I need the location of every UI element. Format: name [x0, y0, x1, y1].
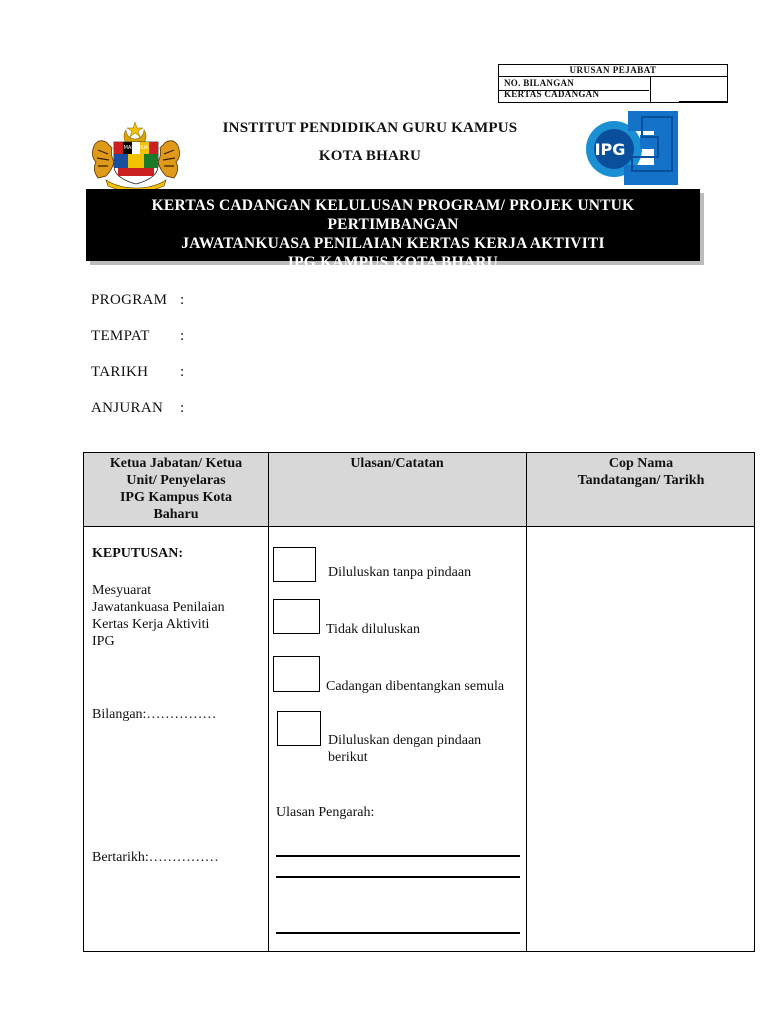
option-tidak-diluluskan-label: Tidak diluluskan: [326, 622, 420, 637]
ulasan-line-2[interactable]: [276, 876, 520, 878]
banner-line2: JAWATANKUASA PENILAIAN KERTAS KERJA AKTIVITI: [181, 235, 605, 252]
col2-header: Ulasan/Catatan: [350, 456, 444, 471]
banner-line3: IPG KAMPUS KOTA BHARU: [287, 254, 499, 271]
field-colon-tempat: :: [180, 328, 185, 344]
field-label-program: PROGRAM: [91, 292, 168, 308]
col1-header: Ketua Jabatan/ Ketua Unit/ Penyelaras IPG Kampus Kota Baharu: [109, 456, 243, 522]
approval-table: [83, 452, 755, 952]
field-label-tempat: TEMPAT: [91, 328, 150, 344]
bertarikh-field[interactable]: Bertarikh:……………: [92, 850, 219, 865]
meeting-description: Mesyuarat Jawatankuasa Penilaian Kertas Kerja Aktiviti IPG: [92, 583, 225, 649]
institute-title-line2: KOTA BHARU: [318, 148, 422, 164]
table-col-divider-1: [268, 453, 269, 951]
ulasan-line-3[interactable]: [276, 932, 520, 934]
banner-line1: KERTAS CADANGAN KELULUSAN PROGRAM/ PROJEK UNTUK PERTIMBANGAN: [151, 197, 635, 233]
option-dibentangkan-semula-label: Cadangan dibentangkan semula: [326, 679, 505, 694]
option-diluluskan-checkbox[interactable]: [273, 547, 316, 582]
institute-title-line1: INSTITUT PENDIDIKAN GURU KAMPUS: [222, 120, 518, 136]
col3-header: Cop Nama Tandatangan/ Tarikh: [577, 456, 705, 488]
field-colon-anjuran: :: [180, 400, 185, 416]
option-dengan-pindaan-label: Diluluskan dengan pindaan berikut: [328, 733, 482, 765]
field-label-anjuran: ANJURAN: [91, 400, 164, 416]
title-banner: [86, 189, 700, 271]
ipg-logo-text: IPG: [594, 140, 626, 159]
office-use-box: [498, 64, 728, 103]
field-colon-tarikh: :: [180, 364, 185, 380]
office-use-title: URUSAN PEJABAT: [499, 65, 727, 77]
crest-text: MALAYSIA: [123, 145, 149, 151]
office-kertas-cadangan-label: KERTAS CADANGAN: [504, 89, 600, 99]
ulasan-line-1[interactable]: [276, 855, 520, 857]
option-dengan-pindaan-checkbox[interactable]: [277, 711, 321, 746]
keputusan-label: KEPUTUSAN:: [92, 546, 184, 561]
ulasan-pengarah-label: Ulasan Pengarah:: [276, 805, 375, 820]
office-no-bilangan-label: NO. BILANGAN: [504, 78, 575, 88]
office-underline: [679, 101, 727, 102]
table-col-divider-2: [526, 453, 527, 951]
bilangan-field[interactable]: Bilangan:……………: [92, 707, 217, 722]
ipg-logo: [584, 107, 680, 187]
option-tidak-diluluskan-checkbox[interactable]: [273, 599, 320, 634]
office-column-divider: [650, 77, 651, 102]
field-colon-program: :: [180, 292, 185, 308]
field-label-tarikh: TARIKH: [91, 364, 149, 380]
option-diluluskan-label: Diluluskan tanpa pindaan: [328, 565, 472, 580]
option-dibentangkan-semula-checkbox[interactable]: [273, 656, 320, 692]
